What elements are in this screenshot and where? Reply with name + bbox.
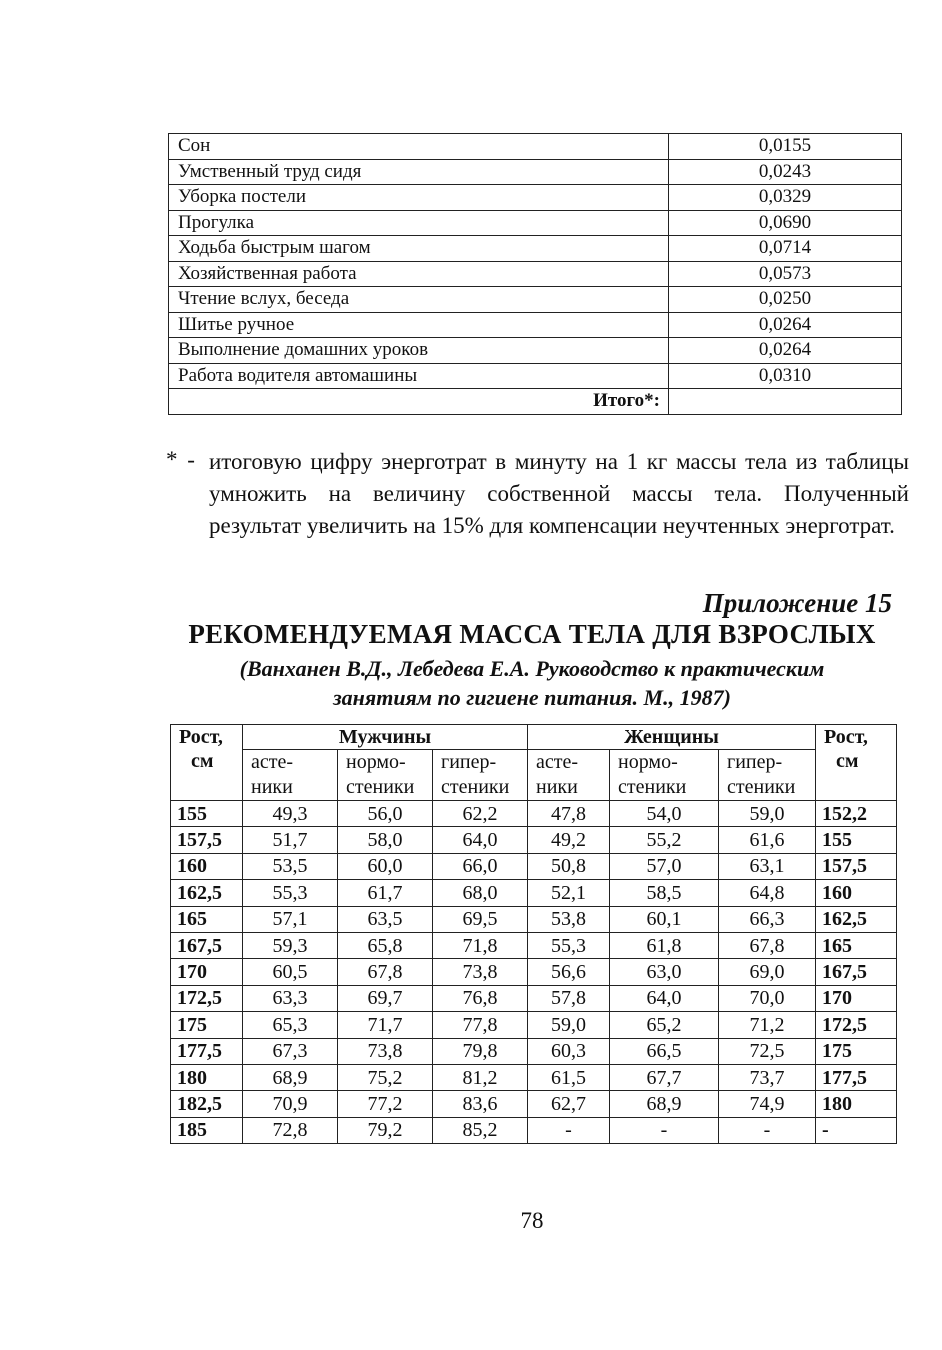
energy-row xyxy=(169,134,902,160)
women-normosthenic-cell: 66,5 xyxy=(610,1038,719,1064)
men-asthenic-header xyxy=(243,750,338,801)
height-women-cell: 157,5 xyxy=(816,853,897,879)
energy-value-cell: 0,0250 xyxy=(669,287,902,313)
men-asthenic-cell: 68,9 xyxy=(243,1064,338,1090)
activity-cell: Выполнение домашних уроков xyxy=(169,338,669,364)
men-normosthenic-cell: 73,8 xyxy=(338,1038,433,1064)
men-asthenic-cell: 67,3 xyxy=(243,1038,338,1064)
men-normosthenic-cell: 65,8 xyxy=(338,932,433,958)
women-asthenic-header xyxy=(528,750,610,801)
men-hypersthenic-cell: 77,8 xyxy=(433,1012,528,1038)
energy-row xyxy=(169,287,902,313)
weight-row xyxy=(171,880,897,906)
height-women-cell: 165 xyxy=(816,932,897,958)
weight-row xyxy=(171,1117,897,1143)
height-men-cell: 185 xyxy=(171,1117,243,1143)
women-hypersthenic-cell: 59,0 xyxy=(719,801,816,827)
height-men-cell: 182,5 xyxy=(171,1091,243,1117)
energy-value-cell: 0,0573 xyxy=(669,261,902,287)
total-value-cell xyxy=(669,389,902,415)
weight-row xyxy=(171,985,897,1011)
men-normosthenic-cell: 79,2 xyxy=(338,1117,433,1143)
weight-row xyxy=(171,1012,897,1038)
footnote-mark: * - xyxy=(166,447,197,472)
height-women-cell: 155 xyxy=(816,827,897,853)
women-normosthenic-cell: 55,2 xyxy=(610,827,719,853)
women-normosthenic-cell: 61,8 xyxy=(610,932,719,958)
men-asthenic-cell: 51,7 xyxy=(243,827,338,853)
height-men-cell: 165 xyxy=(171,906,243,932)
height-men-cell: 157,5 xyxy=(171,827,243,853)
women-hypersthenic-cell: 70,0 xyxy=(719,985,816,1011)
weight-row xyxy=(171,853,897,879)
men-asthenic-header-line-2: ники xyxy=(251,776,293,798)
weight-row xyxy=(171,1064,897,1090)
women-asthenic-cell: 57,8 xyxy=(528,985,610,1011)
energy-value-cell: 0,0690 xyxy=(669,210,902,236)
women-hypersthenic-cell: 72,5 xyxy=(719,1038,816,1064)
men-asthenic-cell: 65,3 xyxy=(243,1012,338,1038)
height-header-right-line-2: см xyxy=(836,750,859,772)
height-men-cell: 160 xyxy=(171,853,243,879)
men-normosthenic-header xyxy=(338,750,433,801)
men-normosthenic-header-line-1: нормо- xyxy=(346,751,406,773)
women-asthenic-cell: 47,8 xyxy=(528,801,610,827)
men-hypersthenic-cell: 68,0 xyxy=(433,880,528,906)
height-women-cell: 180 xyxy=(816,1091,897,1117)
activity-cell: Прогулка xyxy=(169,210,669,236)
activity-cell: Чтение вслух, беседа xyxy=(169,287,669,313)
total-row xyxy=(169,389,902,415)
men-hypersthenic-cell: 71,8 xyxy=(433,932,528,958)
men-normosthenic-cell: 77,2 xyxy=(338,1091,433,1117)
energy-value-cell: 0,0714 xyxy=(669,236,902,262)
women-hypersthenic-cell: 69,0 xyxy=(719,959,816,985)
energy-value-cell: 0,0310 xyxy=(669,363,902,389)
men-normosthenic-header-line-2: стеники xyxy=(346,776,415,798)
women-asthenic-cell: - xyxy=(528,1117,610,1143)
women-normosthenic-cell: 57,0 xyxy=(610,853,719,879)
energy-value-cell: 0,0329 xyxy=(669,185,902,211)
total-label: Итого*: xyxy=(169,389,669,415)
men-normosthenic-cell: 71,7 xyxy=(338,1012,433,1038)
women-hypersthenic-header xyxy=(719,750,816,801)
height-men-cell: 170 xyxy=(171,959,243,985)
women-hypersthenic-cell: 61,6 xyxy=(719,827,816,853)
men-hypersthenic-cell: 76,8 xyxy=(433,985,528,1011)
women-hypersthenic-cell: 74,9 xyxy=(719,1091,816,1117)
height-header-right-line-1: Рост, xyxy=(824,726,868,748)
energy-row xyxy=(169,159,902,185)
women-hypersthenic-cell: 71,2 xyxy=(719,1012,816,1038)
height-women-cell: 170 xyxy=(816,985,897,1011)
women-hypersthenic-header-line-1: гипер- xyxy=(727,751,783,773)
women-asthenic-cell: 62,7 xyxy=(528,1091,610,1117)
appendix-label: Приложение 15 xyxy=(702,588,892,618)
energy-value-cell: 0,0155 xyxy=(669,134,902,160)
women-hypersthenic-cell: - xyxy=(719,1117,816,1143)
women-normosthenic-cell: 58,5 xyxy=(610,880,719,906)
men-hypersthenic-cell: 62,2 xyxy=(433,801,528,827)
women-asthenic-cell: 49,2 xyxy=(528,827,610,853)
appendix-source-line-1: (Ванханен В.Д., Лебедева Е.А. Руководство к практическим xyxy=(239,656,825,681)
women-asthenic-header-line-1: асте- xyxy=(536,751,579,773)
activity-cell: Хозяйственная работа xyxy=(169,261,669,287)
women-hypersthenic-cell: 64,8 xyxy=(719,880,816,906)
appendix-source-line-2: занятиям по гигиене питания. М., 1987) xyxy=(333,685,731,710)
height-header-left-line-2: см xyxy=(191,750,214,772)
men-normosthenic-cell: 61,7 xyxy=(338,880,433,906)
height-men-cell: 172,5 xyxy=(171,985,243,1011)
footnote-text: итоговую цифру энерготрат в минуту на 1 кг массы тела из таблицы умножить на величину собственной массы тела. Полученный результат увеличить на 15% для компенсации неучтенных энерготрат. xyxy=(209,449,909,538)
men-asthenic-cell: 70,9 xyxy=(243,1091,338,1117)
women-asthenic-header-line-2: ники xyxy=(536,776,578,798)
height-women-cell: 160 xyxy=(816,880,897,906)
women-header: Женщины xyxy=(528,725,816,750)
men-asthenic-cell: 59,3 xyxy=(243,932,338,958)
height-men-cell: 180 xyxy=(171,1064,243,1090)
women-normosthenic-header-line-1: нормо- xyxy=(618,751,678,773)
women-asthenic-cell: 60,3 xyxy=(528,1038,610,1064)
men-hypersthenic-header xyxy=(433,750,528,801)
men-normosthenic-cell: 58,0 xyxy=(338,827,433,853)
women-hypersthenic-header-line-2: стеники xyxy=(727,776,796,798)
height-women-cell: 177,5 xyxy=(816,1064,897,1090)
height-women-cell: 162,5 xyxy=(816,906,897,932)
women-normosthenic-cell: 68,9 xyxy=(610,1091,719,1117)
men-hypersthenic-cell: 85,2 xyxy=(433,1117,528,1143)
women-asthenic-cell: 61,5 xyxy=(528,1064,610,1090)
men-header: Мужчины xyxy=(243,725,528,750)
weight-row xyxy=(171,1038,897,1064)
energy-row xyxy=(169,261,902,287)
height-women-cell: 175 xyxy=(816,1038,897,1064)
women-normosthenic-cell: 67,7 xyxy=(610,1064,719,1090)
women-asthenic-cell: 53,8 xyxy=(528,906,610,932)
women-hypersthenic-cell: 66,3 xyxy=(719,906,816,932)
activity-cell: Умственный труд сидя xyxy=(169,159,669,185)
energy-value-cell: 0,0264 xyxy=(669,338,902,364)
height-men-cell: 177,5 xyxy=(171,1038,243,1064)
women-asthenic-cell: 55,3 xyxy=(528,932,610,958)
men-normosthenic-cell: 69,7 xyxy=(338,985,433,1011)
men-asthenic-cell: 60,5 xyxy=(243,959,338,985)
weight-row xyxy=(171,801,897,827)
activity-cell: Сон xyxy=(169,134,669,160)
page-number: 78 xyxy=(520,1208,544,1233)
height-men-cell: 162,5 xyxy=(171,880,243,906)
energy-value-cell: 0,0243 xyxy=(669,159,902,185)
women-normosthenic-header-line-2: стеники xyxy=(618,776,687,798)
men-normosthenic-cell: 75,2 xyxy=(338,1064,433,1090)
men-asthenic-cell: 72,8 xyxy=(243,1117,338,1143)
energy-row xyxy=(169,210,902,236)
height-women-cell: 172,5 xyxy=(816,1012,897,1038)
women-asthenic-cell: 52,1 xyxy=(528,880,610,906)
women-normosthenic-cell: 64,0 xyxy=(610,985,719,1011)
women-asthenic-cell: 59,0 xyxy=(528,1012,610,1038)
weight-row xyxy=(171,827,897,853)
weight-row xyxy=(171,1091,897,1117)
women-normosthenic-cell: 63,0 xyxy=(610,959,719,985)
men-asthenic-cell: 53,5 xyxy=(243,853,338,879)
women-normosthenic-cell: - xyxy=(610,1117,719,1143)
appendix-source xyxy=(0,654,942,712)
women-asthenic-cell: 56,6 xyxy=(528,959,610,985)
energy-row xyxy=(169,338,902,364)
appendix-title: РЕКОМЕНДУЕМАЯ МАССА ТЕЛА ДЛЯ ВЗРОСЛЫХ xyxy=(188,619,876,649)
men-asthenic-cell: 55,3 xyxy=(243,880,338,906)
women-asthenic-cell: 50,8 xyxy=(528,853,610,879)
height-women-cell: 152,2 xyxy=(816,801,897,827)
women-normosthenic-cell: 65,2 xyxy=(610,1012,719,1038)
men-hypersthenic-cell: 73,8 xyxy=(433,959,528,985)
activity-cell: Ходьба быстрым шагом xyxy=(169,236,669,262)
energy-expenditure-table xyxy=(168,133,902,415)
women-normosthenic-header xyxy=(610,750,719,801)
men-hypersthenic-header-line-1: гипер- xyxy=(441,751,497,773)
height-women-cell: - xyxy=(816,1117,897,1143)
activity-cell: Работа водителя автомашины xyxy=(169,363,669,389)
height-men-cell: 155 xyxy=(171,801,243,827)
weight-row xyxy=(171,906,897,932)
women-hypersthenic-cell: 63,1 xyxy=(719,853,816,879)
men-asthenic-cell: 63,3 xyxy=(243,985,338,1011)
men-hypersthenic-header-line-2: стеники xyxy=(441,776,510,798)
men-normosthenic-cell: 60,0 xyxy=(338,853,433,879)
men-hypersthenic-cell: 69,5 xyxy=(433,906,528,932)
men-hypersthenic-cell: 79,8 xyxy=(433,1038,528,1064)
activity-cell: Шитье ручное xyxy=(169,312,669,338)
weight-row xyxy=(171,932,897,958)
women-normosthenic-cell: 54,0 xyxy=(610,801,719,827)
men-normosthenic-cell: 63,5 xyxy=(338,906,433,932)
height-women-cell: 167,5 xyxy=(816,959,897,985)
women-hypersthenic-cell: 73,7 xyxy=(719,1064,816,1090)
energy-row xyxy=(169,185,902,211)
height-header-left xyxy=(171,725,243,801)
energy-value-cell: 0,0264 xyxy=(669,312,902,338)
recommended-weight-table xyxy=(170,724,897,1144)
men-asthenic-header-line-1: асте- xyxy=(251,751,294,773)
men-hypersthenic-cell: 64,0 xyxy=(433,827,528,853)
activity-cell: Уборка постели xyxy=(169,185,669,211)
energy-row xyxy=(169,312,902,338)
men-asthenic-cell: 49,3 xyxy=(243,801,338,827)
women-hypersthenic-cell: 67,8 xyxy=(719,932,816,958)
men-hypersthenic-cell: 66,0 xyxy=(433,853,528,879)
men-hypersthenic-cell: 81,2 xyxy=(433,1064,528,1090)
men-normosthenic-cell: 56,0 xyxy=(338,801,433,827)
weight-row xyxy=(171,959,897,985)
men-normosthenic-cell: 67,8 xyxy=(338,959,433,985)
energy-row xyxy=(169,236,902,262)
height-men-cell: 175 xyxy=(171,1012,243,1038)
height-men-cell: 167,5 xyxy=(171,932,243,958)
energy-row xyxy=(169,363,902,389)
men-hypersthenic-cell: 83,6 xyxy=(433,1091,528,1117)
height-header-left-line-1: Рост, xyxy=(179,726,223,748)
height-header-right xyxy=(816,725,897,801)
men-asthenic-cell: 57,1 xyxy=(243,906,338,932)
women-normosthenic-cell: 60,1 xyxy=(610,906,719,932)
